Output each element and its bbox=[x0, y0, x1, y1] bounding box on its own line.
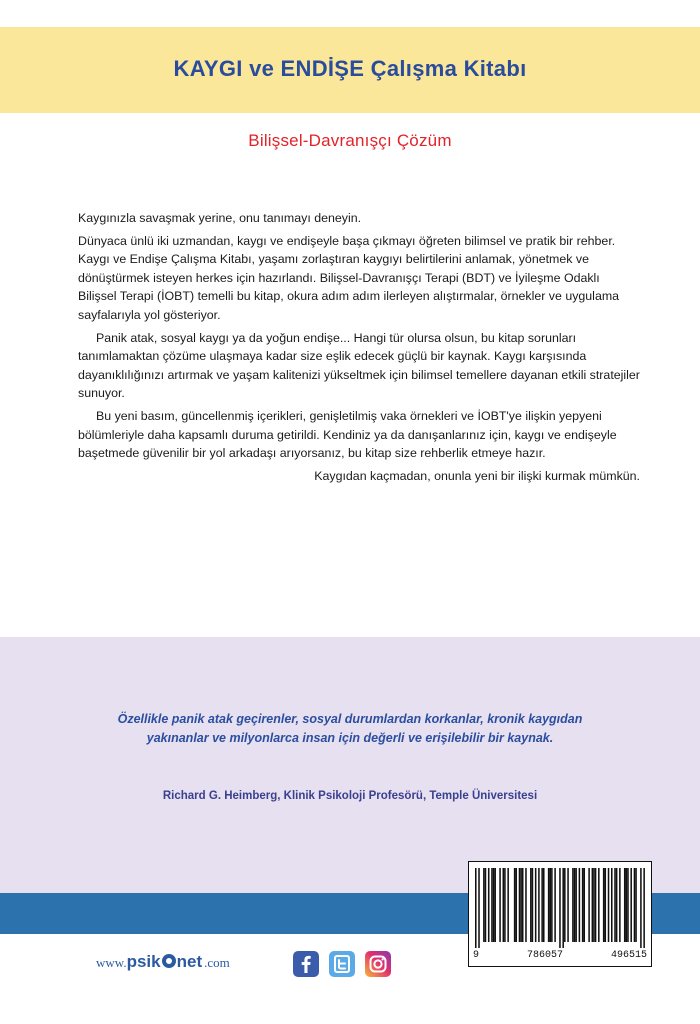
barcode-bar bbox=[616, 868, 618, 942]
barcode-bar bbox=[562, 868, 564, 948]
description-paragraph-3: Bu yeni basım, güncellenmiş içerikleri, genişletilmiş vaka örnekleri ve İOBT'ye ilişkin yepyeni bölümleriyle daha kapsamlı duruma getirildi. Kendiniz ya da danışanlarınız için, kaygı ve endişeyle başetmede güvenilir bir yol arkadaşı arıyorsanız, bu kitap size rehberlik etmeye hazır. bbox=[78, 408, 617, 461]
barcode-bar bbox=[475, 868, 477, 948]
barcode-bar bbox=[614, 868, 616, 942]
barcode-bar bbox=[549, 868, 551, 942]
barcode-bar bbox=[522, 868, 524, 942]
barcode-bar bbox=[520, 868, 522, 942]
barcode-bar bbox=[611, 868, 613, 942]
barcode-bar bbox=[493, 868, 495, 942]
barcode-bar bbox=[488, 868, 490, 942]
website-domain: .com bbox=[204, 955, 230, 970]
barcode-bar bbox=[525, 868, 527, 942]
barcode-bar bbox=[608, 868, 610, 942]
barcode-bar bbox=[643, 868, 645, 948]
logo-text-left: psik bbox=[126, 952, 161, 971]
barcode-bars bbox=[475, 868, 645, 948]
barcode-bar bbox=[551, 868, 553, 942]
website-www: www. bbox=[96, 955, 127, 970]
isbn-barcode bbox=[468, 861, 652, 967]
barcode-digits bbox=[473, 950, 647, 961]
barcode-bar bbox=[494, 868, 496, 942]
barcode-bar bbox=[619, 868, 621, 942]
barcode-bar bbox=[574, 868, 576, 942]
barcode-bar bbox=[588, 868, 590, 942]
instagram-icon[interactable] bbox=[365, 951, 391, 977]
barcode-bar bbox=[543, 868, 545, 942]
logo-o-icon bbox=[162, 954, 176, 968]
barcode-digit-prefix: 9 bbox=[473, 950, 480, 961]
publisher-website[interactable] bbox=[96, 952, 230, 978]
barcode-bar bbox=[491, 868, 493, 942]
barcode-bar bbox=[567, 868, 569, 942]
barcode-bar bbox=[640, 868, 642, 948]
barcode-bar bbox=[593, 868, 595, 942]
barcode-bar bbox=[541, 868, 543, 942]
barcode-bar bbox=[514, 868, 516, 942]
barcode-bar bbox=[519, 868, 521, 942]
barcode-bar bbox=[630, 868, 632, 942]
barcode-bar bbox=[575, 868, 577, 942]
tagline: Kaygınızla savaşmak yerine, onu tanımayı deneyin. bbox=[78, 211, 362, 225]
barcode-bar bbox=[595, 868, 597, 942]
barcode-bar bbox=[634, 868, 636, 942]
barcode-bar bbox=[507, 868, 509, 942]
closing-line: Kaygıdan kaçmadan, onunla yeni bir ilişki kurmak mümkün. bbox=[314, 468, 640, 483]
back-cover-text bbox=[78, 209, 640, 489]
logo-text-right: net bbox=[176, 952, 203, 971]
barcode-bar bbox=[564, 868, 566, 942]
barcode-bar bbox=[603, 868, 605, 942]
twitter-icon[interactable] bbox=[329, 951, 355, 977]
facebook-icon[interactable] bbox=[293, 951, 319, 977]
barcode-bar bbox=[627, 868, 629, 942]
book-title: KAYGI ve ENDİŞE Çalışma Kitabı bbox=[173, 56, 527, 81]
barcode-bar bbox=[572, 868, 574, 942]
book-subtitle: Bilişsel-Davranışçı Çözüm bbox=[248, 131, 452, 150]
barcode-bar bbox=[583, 868, 585, 942]
barcode-bar bbox=[592, 868, 594, 942]
barcode-bar bbox=[598, 868, 600, 942]
barcode-bar bbox=[504, 868, 506, 942]
barcode-bar bbox=[515, 868, 517, 942]
publisher-logo bbox=[127, 952, 203, 972]
barcode-bar bbox=[579, 868, 581, 942]
barcode-bar bbox=[535, 868, 537, 942]
barcode-bar bbox=[485, 868, 487, 942]
barcode-bar bbox=[499, 868, 501, 942]
barcode-bar bbox=[626, 868, 628, 942]
barcode-digit-right: 496515 bbox=[610, 950, 647, 961]
barcode-bar bbox=[559, 868, 561, 948]
barcode-bar bbox=[483, 868, 485, 942]
barcode-bar bbox=[554, 868, 556, 942]
barcode-bar bbox=[503, 868, 505, 942]
barcode-bar bbox=[605, 868, 607, 942]
barcode-bar bbox=[530, 868, 532, 942]
barcode-bar bbox=[538, 868, 540, 942]
endorsement-band bbox=[0, 637, 700, 893]
barcode-bar bbox=[624, 868, 626, 942]
barcode-bar bbox=[532, 868, 534, 942]
endorsement-author: Richard G. Heimberg, Klinik Psikoloji Profesörü, Temple Üniversitesi bbox=[162, 790, 538, 802]
description-paragraph-2: Panik atak, sosyal kaygı ya da yoğun endişe... Hangi tür olursa olsun, bu kitap sorunları tanımlamaktan çözüme ulaşmaya kadar size eşlik edecek güçlü bir kaynak. Kaygı karşısında dayanıklılığınızı artırmak ve yaşam kalitenizi yükseltmek için bilimsel temellere dayanan etkili stratejiler sunuyor. bbox=[78, 330, 640, 401]
barcode-bar bbox=[548, 868, 550, 942]
barcode-bar bbox=[635, 868, 637, 942]
barcode-digit-left: 786057 bbox=[526, 950, 563, 961]
description-paragraph-1: Dünyaca ünlü iki uzmandan, kaygı ve endişeyle başa çıkmayı öğreten bilimsel ve pratik bir rehber. Kaygı ve Endişe Çalışma Kitabı, yaşamı zorlaştıran kaygıyı belirtilerini anlamak, yönetmek ve dönüştürmek isteyen herkes için hazırlandı. Bilişsel-Davranışçı Terapi (BDT) ve İyileşme Odaklı Bilişsel Terapi (İOBT) temelli bu kitap, okura adım adım ilerleyen alıştırmalar, örnekler ve uygulama sayfalarıyla yol gösteriyor. bbox=[78, 233, 620, 322]
endorsement-quote: Özellikle panik atak geçirenler, sosyal durumlardan korkanlar, kronik kaygıdan yakınanlar ve milyonlarca insan için değerli ve erişilebilir bir kaynak. bbox=[117, 712, 583, 745]
barcode-bar bbox=[582, 868, 584, 942]
barcode-bar bbox=[478, 868, 480, 948]
